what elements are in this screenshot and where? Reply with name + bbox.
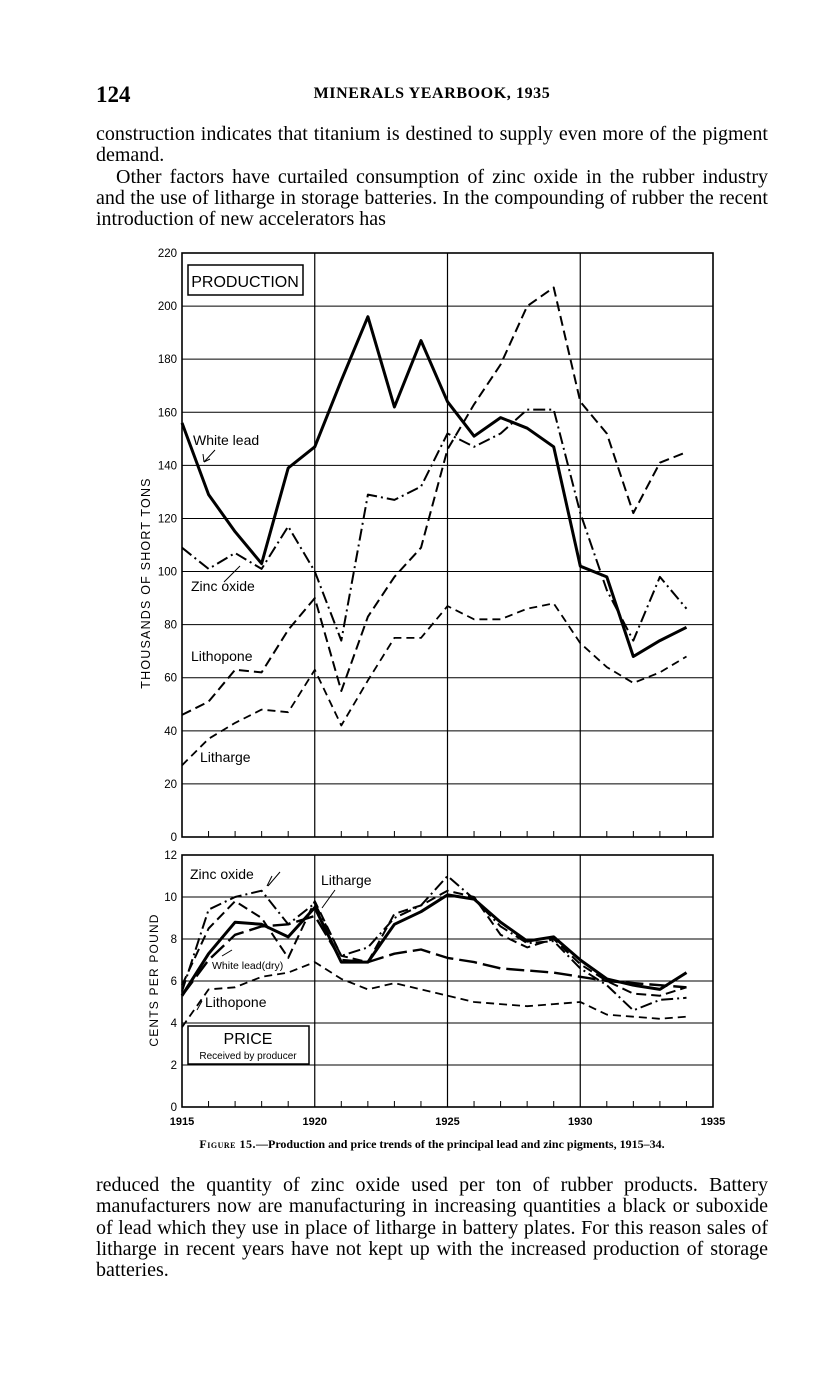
- price-subtitle: Received by producer: [199, 1051, 297, 1062]
- label-arrow: [203, 450, 215, 462]
- figure-label: Figure 15.: [199, 1137, 256, 1151]
- label-arrow: [322, 890, 335, 908]
- x-tick-label: 1920: [302, 1116, 327, 1128]
- y-tick-label: 0: [170, 832, 177, 844]
- y-tick-label: 4: [170, 1018, 177, 1030]
- series-label-zinc-oxide-price: Zinc oxide: [190, 866, 254, 882]
- x-tick-label: 1925: [435, 1116, 460, 1128]
- y-tick-label: 200: [157, 301, 177, 314]
- series-line: [182, 876, 687, 1010]
- running-head: MINERALS YEARBOOK, 1935: [313, 85, 551, 102]
- y-tick-label: 180: [157, 354, 177, 367]
- y-tick-label: 120: [157, 513, 177, 526]
- figure-caption: [96, 1137, 768, 1152]
- series-label-lithopone-price: Lithopone: [205, 994, 267, 1010]
- y-tick-label: 8: [170, 934, 177, 946]
- series-label-zinc-oxide: Zinc oxide: [191, 578, 255, 594]
- y-tick-label: 100: [157, 566, 177, 579]
- y-tick-label: 2: [170, 1060, 177, 1072]
- y-tick-label: 220: [157, 248, 177, 260]
- series-label-white-lead: White lead: [193, 432, 260, 448]
- paragraph: construction indicates that titanium is destined to supply even more of the pigment demand.: [96, 123, 768, 167]
- y-tick-label: 10: [164, 892, 177, 904]
- production-title: PRODUCTION: [191, 274, 299, 291]
- y-tick-label: 6: [170, 976, 177, 988]
- y-tick-label: 140: [157, 460, 177, 473]
- production-ylabel: THOUSANDS OF SHORT TONS: [139, 477, 153, 689]
- series-label-white-lead-price: White lead(dry): [212, 960, 284, 972]
- paragraph: Other factors have curtailed consumption of zinc oxide in the rubber industry and the use of litharge in storage batteries. In the compounding of rubber the recent introduction of new accelerators has: [96, 165, 768, 231]
- x-tick-label: 1930: [568, 1116, 593, 1128]
- series-line: [182, 603, 687, 765]
- y-tick-label: 20: [164, 778, 177, 791]
- paragraph: reduced the quantity of zinc oxide used per ton of rubber products. Battery manufacturers now are manufacturing in increasing quantities a black or suboxide of lead which they use in place of litharge in battery plates. For this reason sales of litharge in recent years have not kept up with the increased production of storage batteries.: [96, 1174, 768, 1282]
- label-arrow: [267, 872, 280, 886]
- figure-caption-text: —Production and price trends of the principal lead and zinc pigments, 1915–34.: [255, 1137, 665, 1151]
- series-line: [182, 288, 687, 715]
- y-tick-label: 12: [164, 850, 177, 862]
- y-tick-label: 80: [164, 619, 177, 632]
- y-tick-label: 60: [164, 672, 177, 685]
- y-tick-label: 0: [170, 1102, 177, 1114]
- series-label-litharge: Litharge: [200, 749, 251, 765]
- price-title: PRICE: [223, 1031, 273, 1048]
- x-tick-label: 1935: [700, 1116, 726, 1128]
- y-tick-label: 40: [164, 725, 177, 738]
- series-label-litharge-price: Litharge: [321, 872, 372, 888]
- series-line: [182, 317, 687, 657]
- series-label-lithopone: Lithopone: [191, 648, 253, 664]
- body-text-bottom: [96, 1175, 768, 1281]
- y-tick-label: 160: [157, 407, 177, 420]
- price-ylabel: CENTS PER POUND: [147, 913, 161, 1047]
- x-tick-label: 1915: [169, 1116, 195, 1128]
- label-arrow: [222, 950, 232, 956]
- page-number: 124: [96, 82, 131, 107]
- price-chart: [164, 850, 725, 1128]
